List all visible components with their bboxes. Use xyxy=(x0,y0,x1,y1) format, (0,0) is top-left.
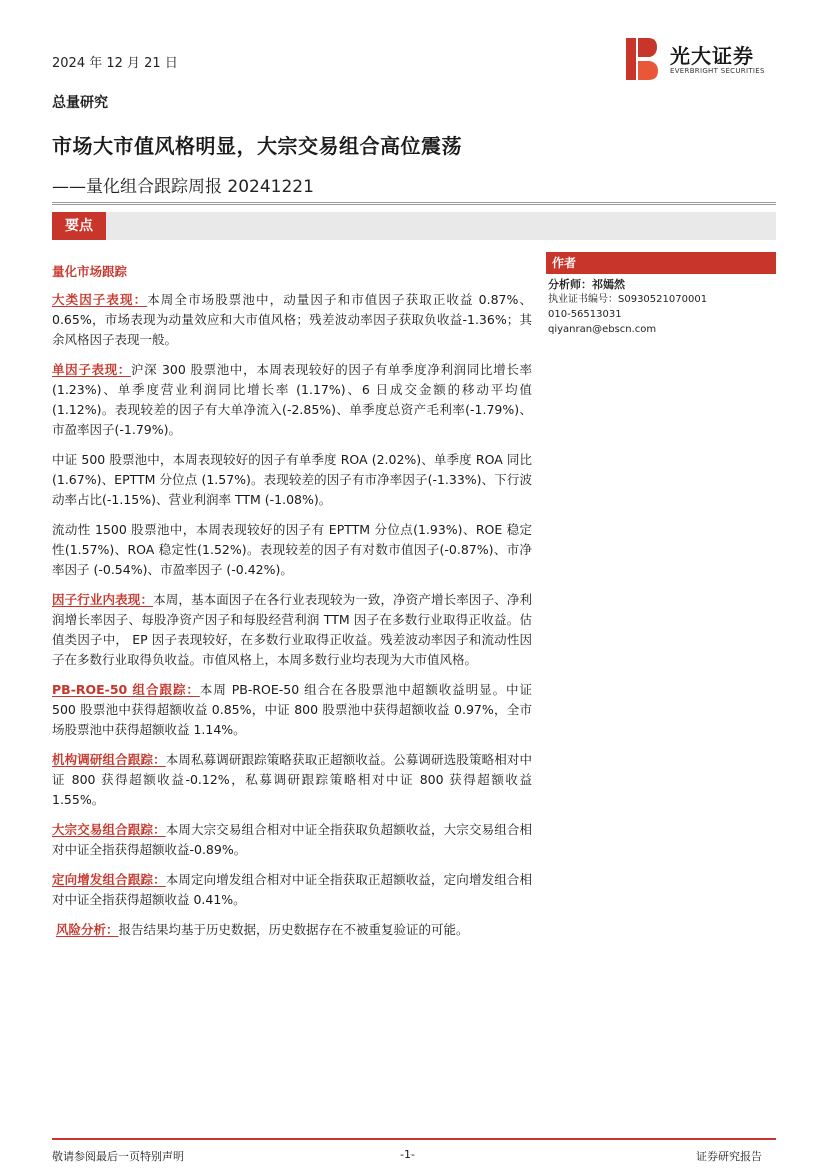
paragraph xyxy=(52,450,532,510)
paragraph-text: 本周私募调研跟踪策略获取正超额收益。公募调研选股策略相对中证 800 获得超额收益-0.12%，私募调研跟踪策略相对中证 800 获得超额收益 1.55%。 xyxy=(52,752,532,807)
logo-name-cn: 光大证券 xyxy=(670,44,754,68)
report-date: 2024 年 12 月 21 日 xyxy=(52,56,178,71)
author-info xyxy=(548,277,707,337)
paragraph-text: 本周大宗交易组合相对中证全指获取负超额收益，大宗交易组合相对中证全指获得超额收益-0.89%。 xyxy=(52,822,532,857)
risk-analysis xyxy=(56,920,536,940)
report-subtitle: ——量化组合跟踪周报 20241221 xyxy=(52,177,314,197)
paragraph xyxy=(52,680,532,740)
paragraph-label: 因子行业内表现： xyxy=(52,592,154,607)
paragraph-label: 单因子表现： xyxy=(52,362,131,377)
paragraph xyxy=(52,820,532,860)
paragraph xyxy=(52,290,532,350)
paragraph-label: 定向增发组合跟踪： xyxy=(52,872,166,887)
author-name: 分析师：祁嫣然 xyxy=(548,278,625,291)
logo-name-en: EVERBRIGHT SECURITIES xyxy=(670,67,765,75)
report-title: 市场大市值风格明显，大宗交易组合高位震荡 xyxy=(52,134,462,158)
keypoints-label: 要点 xyxy=(52,212,106,240)
paragraph-text: 中证 500 股票池中，本周表现较好的因子有单季度 ROA (2.02%)、单季度 ROA 同比(1.67%)、EPTTM 分位点 (1.57%)。表现较差的因子有市净率因子(-1.33%)、下行波动率占比(-1.15%)、营业利润率 TTM (-1.08%)。 xyxy=(52,452,532,507)
paragraph-text: 流动性 1500 股票池中，本周表现较好的因子有 EPTTM 分位点(1.93%)、ROE 稳定性(1.57%)、ROA 稳定性(1.52%)。表现较差的因子有对数市值因子(-0.87%)、市净率因子 (-0.54%)、市盈率因子 (-0.42%)。 xyxy=(52,522,532,577)
paragraph-label: 大类因子表现： xyxy=(52,292,148,307)
section-title: 量化市场跟踪 xyxy=(52,264,128,279)
author-phone: 010-56513031 xyxy=(548,309,622,320)
author-email[interactable]: qiyanran@ebscn.com xyxy=(548,324,657,335)
main-content xyxy=(52,262,532,920)
footer-report-type: 证券研究报告 xyxy=(696,1150,762,1163)
everbright-logo-icon xyxy=(626,38,658,80)
paragraph xyxy=(52,360,532,440)
footer-divider xyxy=(52,1138,776,1140)
page-number: -1- xyxy=(400,1148,415,1161)
paragraph-label: 机构调研组合跟踪： xyxy=(52,752,166,767)
paragraph xyxy=(52,750,532,810)
risk-text: 报告结果均基于历史数据，历史数据存在不被重复验证的可能。 xyxy=(118,922,469,937)
keypoints-bar xyxy=(52,212,776,240)
author-license: 执业证书编号：S0930521070001 xyxy=(548,294,708,305)
title-divider xyxy=(52,202,776,206)
company-logo xyxy=(626,38,776,80)
paragraph-label: PB-ROE-50 组合跟踪： xyxy=(52,682,200,697)
paragraph-text: 本周 PB-ROE-50 组合在各股票池中超额收益明显。中证 500 股票池中获得超额收益 0.85%，中证 800 股票池中获得超额收益 0.97%，全市场股票池中获得超额收益 1.14%。 xyxy=(52,682,532,737)
paragraph-text: 沪深 300 股票池中，本周表现较好的因子有单季度净利润同比增长率 (1.23%)、单季度营业利润同比增长率 (1.17%)、6 日成交金额的移动平均值 (1.12%)。表现较差的因子有大单净流入(-2.85%)、单季度总资产毛利率(-1.79%)、市盈率因子(-1.79%)。 xyxy=(52,362,532,437)
risk-label: 风险分析： xyxy=(56,922,119,937)
report-category: 总量研究 xyxy=(52,95,108,111)
paragraph xyxy=(52,870,532,910)
footer-disclaimer: 敬请参阅最后一页特别声明 xyxy=(52,1150,184,1163)
paragraph xyxy=(52,520,532,580)
paragraph-label: 大宗交易组合跟踪： xyxy=(52,822,166,837)
paragraph-text: 本周定向增发组合相对中证全指获取正超额收益，定向增发组合相对中证全指获得超额收益 0.41%。 xyxy=(52,872,532,907)
paragraph-text: 本周全市场股票池中，动量因子和市值因子获取正收益 0.87%、0.65%，市场表现为动量效应和大市值风格；残差波动率因子获取负收益-1.36%；其余风格因子表现一般。 xyxy=(52,292,532,347)
paragraph xyxy=(52,590,532,670)
author-header: 作者 xyxy=(546,252,776,274)
paragraph-text: 本周，基本面因子在各行业表现较为一致，净资产增长率因子、净利润增长率因子、每股净资产因子和每股经营利润 TTM 因子在多数行业取得正收益。估值类因子中， EP 因子表现较好，在多数行业取得正收益。残差波动率因子和流动性因子在多数行业取得负收益。市值风格上，本周多数行业均表现为大市值风格。 xyxy=(52,592,532,667)
